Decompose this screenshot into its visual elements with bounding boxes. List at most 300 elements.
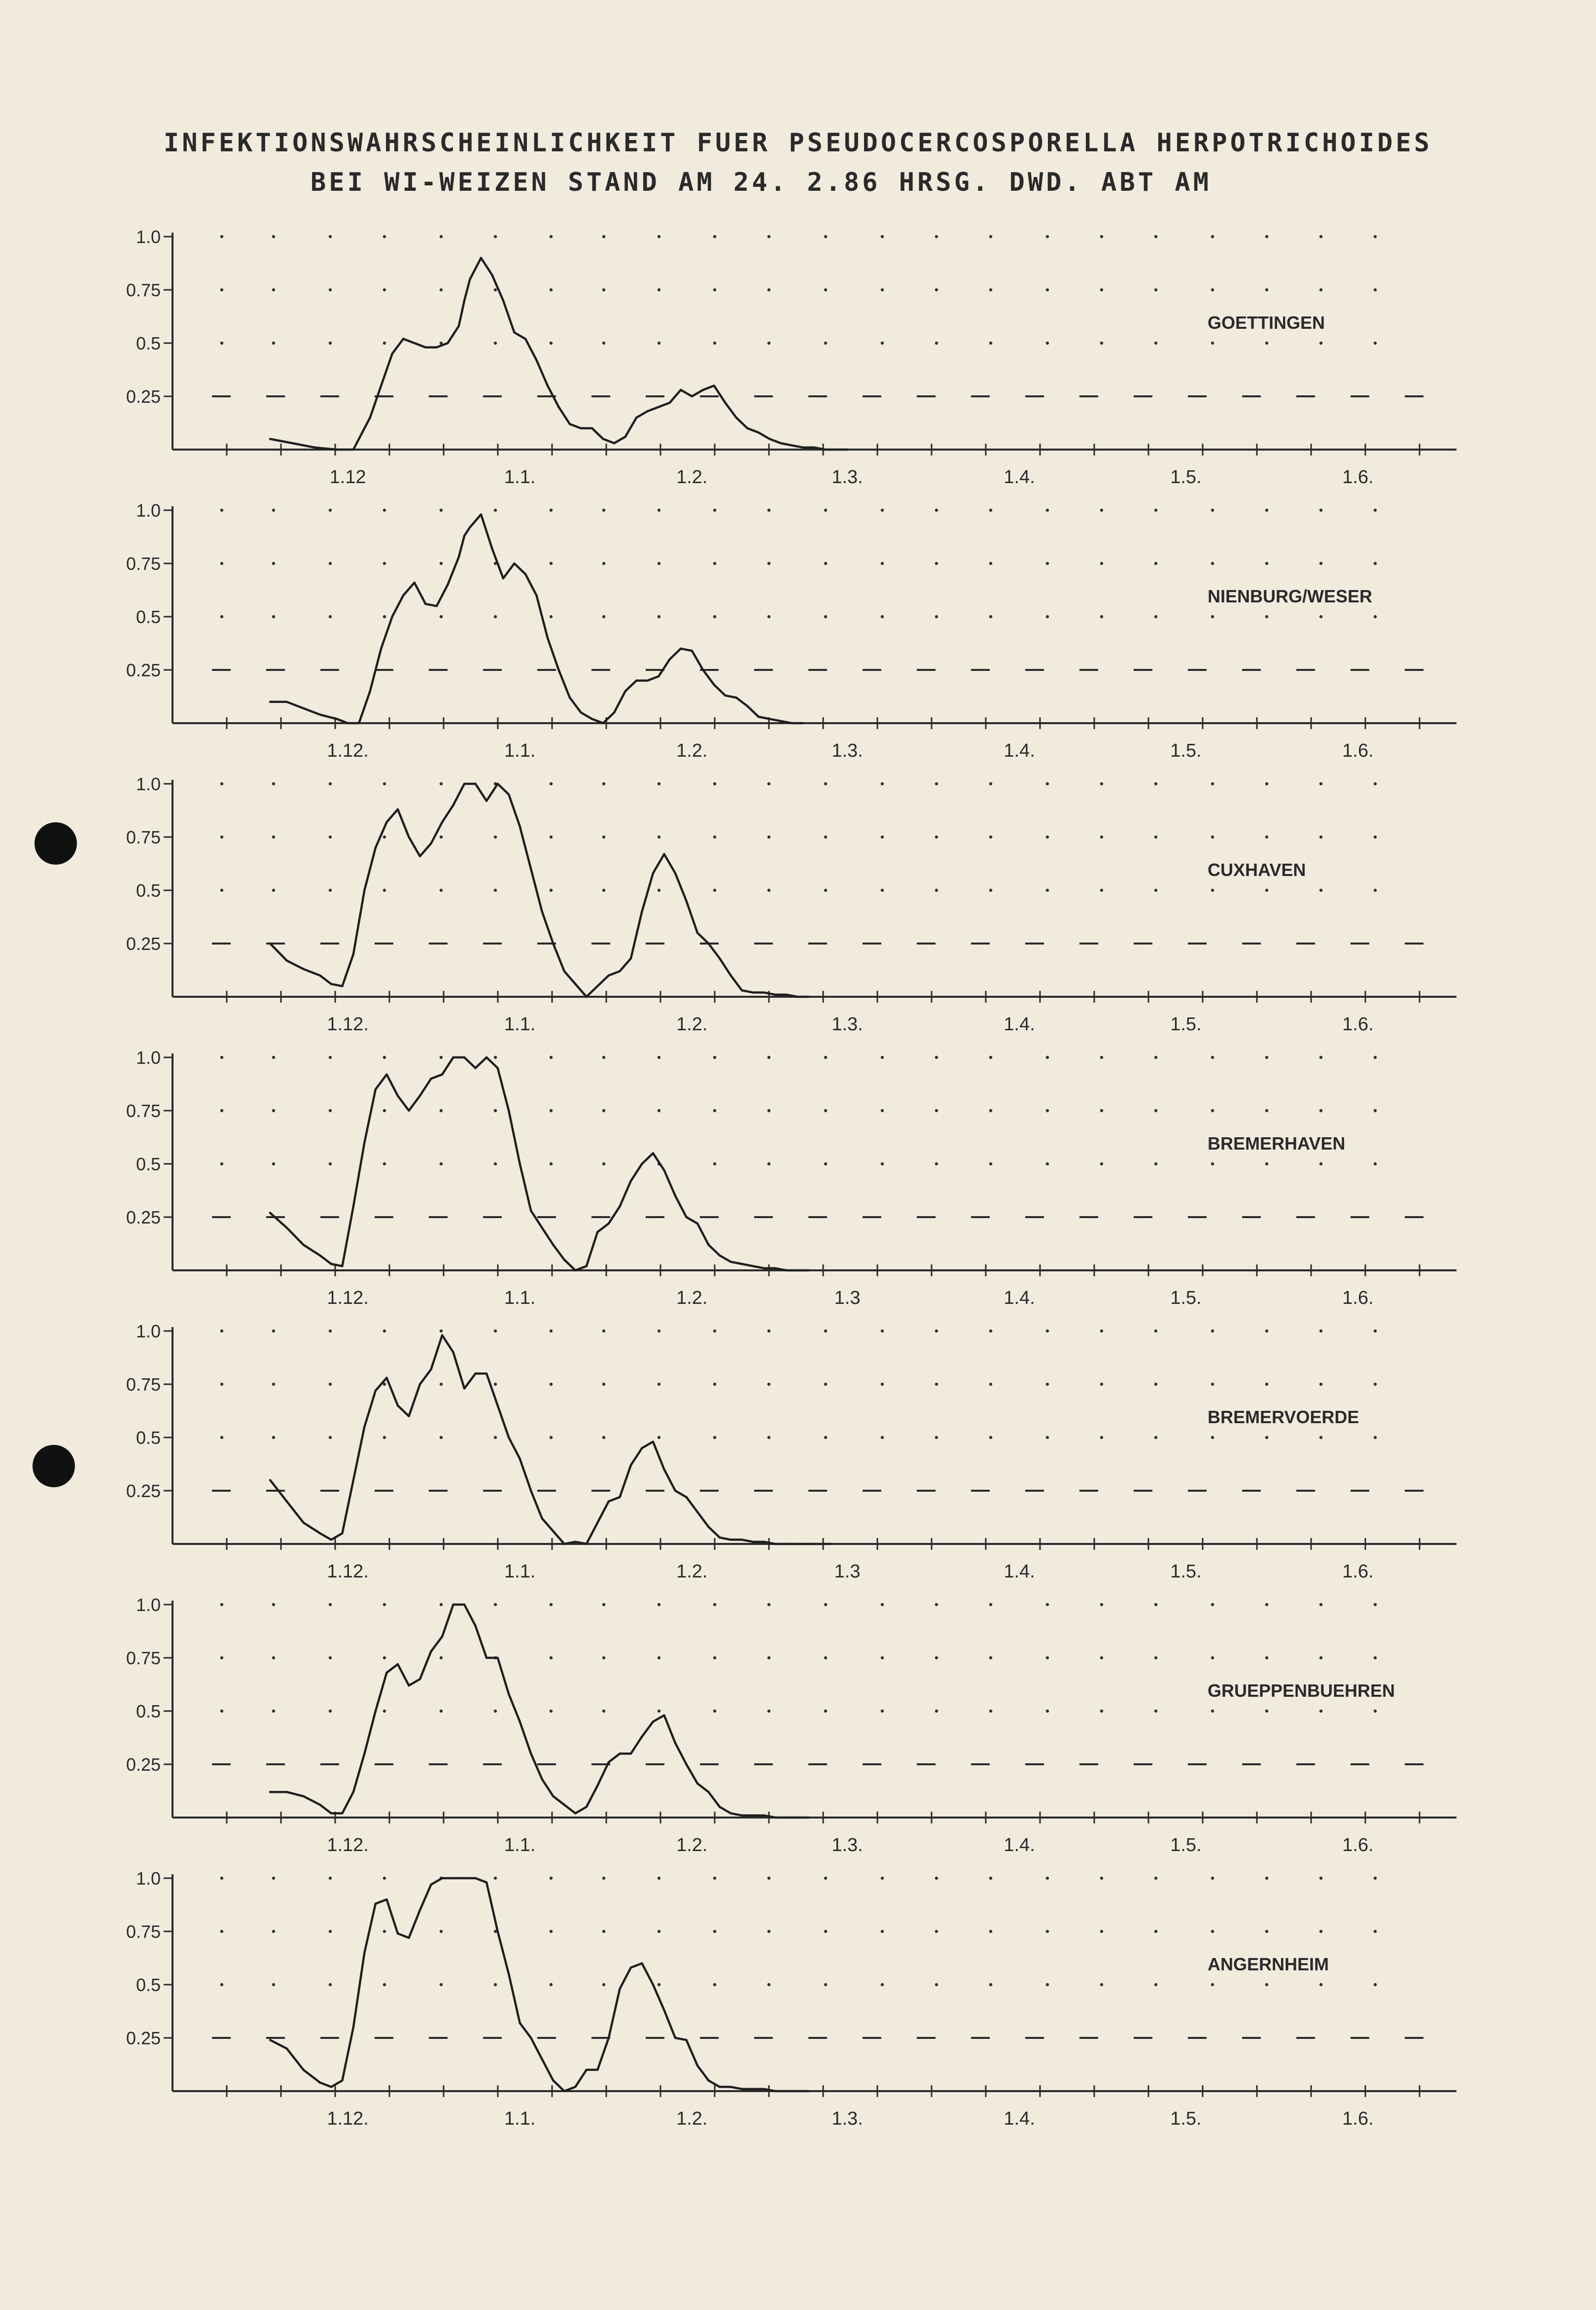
data-point [463,299,465,301]
grid-dot [658,615,660,618]
data-point [696,1783,698,1785]
data-point [791,444,793,446]
data-point [486,1881,487,1883]
data-point [563,970,565,972]
grid-dot [767,889,770,892]
series-line [270,1335,831,1544]
data-point [735,697,737,699]
x-tick-label: 1.6. [1342,740,1374,761]
grid-dot [329,509,332,512]
grid-dot [440,1603,443,1606]
grid-dot [881,836,884,839]
data-point [380,385,382,386]
grid-dot [1100,1383,1103,1386]
grid-dot [220,1603,223,1606]
y-tick-label: 0.5 [136,880,161,901]
data-point [330,1812,332,1814]
grid-dot [935,235,938,238]
grid-dot [1211,1162,1214,1165]
grid-dot [658,1436,660,1439]
grid-dot [824,1603,827,1606]
data-point [608,1223,610,1225]
x-tick-label: 1.12 [329,467,366,488]
grid-dot [602,562,605,565]
grid-dot [1374,615,1377,618]
data-point [763,1814,765,1816]
grid-dot [1374,1930,1377,1933]
grid-dot [602,1603,605,1606]
data-point [385,1672,387,1674]
grid-dot [881,1603,884,1606]
data-point [419,855,421,857]
y-tick-label: 1.0 [136,774,161,794]
x-tick-label: 1.5. [1170,740,1202,761]
data-point [763,991,765,993]
grid-dot [494,1877,497,1880]
grid-dot [220,562,223,565]
grid-dot [329,562,332,565]
grid-dot [272,1710,275,1713]
grid-dot [550,509,553,512]
data-point [291,442,293,444]
grid-dot [658,288,660,291]
grid-dot [881,235,884,238]
data-point [552,1244,554,1246]
grid-dot [767,562,770,565]
grid-dot [602,1162,605,1165]
data-point [763,2088,765,2090]
data-point [807,996,809,998]
grid-dot [767,1930,770,1933]
grid-dot [767,1109,770,1112]
data-point [541,910,543,912]
data-point [375,846,377,848]
grid-dot [383,1330,386,1332]
grid-dot [440,1436,443,1439]
data-point [480,513,482,515]
grid-dot [767,836,770,839]
grid-dot [602,615,605,618]
grid-dot [602,889,605,892]
grid-dot [713,1656,716,1659]
data-point [474,1372,476,1374]
grid-dot [713,1983,716,1986]
grid-dot [494,1983,497,1986]
grid-dot [1046,1930,1049,1933]
data-point [547,637,549,639]
data-point [524,573,526,575]
grid-dot [989,782,992,785]
grid-dot [1374,342,1377,345]
data-point [302,1244,304,1246]
data-point [502,299,504,301]
grid-dot [1265,615,1268,618]
data-point [557,669,559,671]
data-point [785,993,787,995]
data-point [707,2079,709,2081]
station-label: CUXHAVEN [1208,859,1306,880]
grid-dot [550,1710,553,1713]
data-point [669,658,671,660]
data-point [397,1663,399,1665]
data-point [719,2086,721,2088]
grid-dot [440,562,443,565]
data-point [363,1426,365,1428]
grid-dot [383,1656,386,1659]
grid-dot [440,1330,443,1332]
data-point [729,1812,731,1814]
grid-dot [1374,1056,1377,1059]
grid-dot [1211,1710,1214,1713]
x-tick-label: 1.4. [1004,2108,1035,2129]
grid-dot [602,1109,605,1112]
data-point [313,446,315,448]
grid-dot [494,1330,497,1332]
y-tick-label: 0.75 [126,1922,161,1942]
grid-dot [1319,1710,1322,1713]
x-tick-label: 1.6. [1342,1835,1374,1855]
data-point [596,1785,598,1786]
data-point [824,449,826,451]
station-label: ANGERNHEIM [1208,1954,1329,1974]
grid-dot [713,562,716,565]
x-tick-label: 1.4. [1004,1835,1035,1855]
grid-dot [1154,1983,1157,1986]
data-point [663,1169,665,1171]
station-label: GOETTINGEN [1208,312,1325,333]
grid-dot [881,1056,884,1059]
grid-dot [767,1983,770,1986]
grid-dot [1100,1983,1103,1986]
data-point [652,1152,654,1154]
grid-dot [440,889,443,892]
grid-dot [602,1710,605,1713]
grid-dot [824,836,827,839]
grid-dot [1046,1710,1049,1713]
data-point [408,1415,410,1417]
data-point [685,1763,687,1765]
data-point [663,1714,665,1716]
data-point [452,1604,454,1606]
grid-dot [1319,836,1322,839]
grid-dot [713,342,716,345]
grid-dot [272,1436,275,1439]
grid-dot [1211,509,1214,512]
grid-dot [383,562,386,565]
data-point [474,1067,476,1069]
data-point [830,1543,832,1545]
data-point [557,406,559,408]
grid-dot [658,1383,660,1386]
data-point [807,1543,809,1545]
data-point [752,2088,754,2090]
data-point [441,821,443,823]
y-tick-label: 1.0 [136,227,161,247]
data-point [641,1962,643,1964]
data-point [419,1678,421,1680]
grid-dot [494,615,497,618]
grid-dot [1211,889,1214,892]
data-point [319,1532,321,1534]
series-line [270,1878,808,2091]
y-tick-label: 0.25 [126,1754,161,1775]
grid-dot [440,1109,443,1112]
data-point [630,1464,632,1466]
data-point [430,1650,432,1652]
data-point [641,910,643,912]
grid-dot [1265,288,1268,291]
grid-dot [602,1930,605,1933]
grid-dot [658,1056,660,1059]
data-point [535,595,537,596]
grid-dot [272,615,275,618]
grid-dot [220,1436,223,1439]
grid-dot [272,1109,275,1112]
grid-dot [881,288,884,291]
grid-dot [824,1436,827,1439]
grid-dot [383,889,386,892]
grid-dot [713,889,716,892]
data-point [302,968,304,970]
grid-dot [935,889,938,892]
grid-dot [1265,1656,1268,1659]
data-point [780,442,782,444]
data-point [785,1269,787,1271]
data-point [452,1056,454,1058]
data-point [608,975,610,977]
grid-dot [1046,1330,1049,1332]
grid-dot [220,1162,223,1165]
data-point [658,675,659,677]
grid-dot [1211,562,1214,565]
data-point [802,722,804,724]
grid-dot [1374,235,1377,238]
grid-dot [550,342,553,345]
data-point [591,718,593,720]
grid-dot [658,342,660,345]
grid-dot [1100,782,1103,785]
data-point [569,697,571,699]
grid-dot [935,562,938,565]
data-point [608,1761,610,1763]
data-point [685,900,687,902]
y-tick-label: 1.0 [136,1868,161,1889]
grid-dot [220,1710,223,1713]
punch-hole [33,1445,75,1487]
grid-dot [1265,562,1268,565]
grid-dot [220,1109,223,1112]
grid-dot [1100,562,1103,565]
grid-dot [1046,1436,1049,1439]
grid-dot [767,1056,770,1059]
data-point [758,716,760,718]
series-line [270,1605,808,1818]
grid-dot [881,1162,884,1165]
data-point [586,1806,588,1808]
grid-dot [824,1710,827,1713]
data-point [508,1110,510,1112]
data-point [541,1517,543,1519]
data-point [608,1500,610,1502]
grid-dot [1154,288,1157,291]
grid-dot [767,1656,770,1659]
data-point [269,943,271,945]
data-point [286,1791,288,1793]
x-tick-label: 1.1. [504,740,536,761]
grid-dot [1046,509,1049,512]
grid-dot [272,1930,275,1933]
grid-dot [989,1930,992,1933]
grid-dot [935,1109,938,1112]
grid-dot [272,562,275,565]
grid-dot [1374,1162,1377,1165]
data-point [563,2090,565,2092]
data-point [741,2088,743,2090]
grid-dot [440,1383,443,1386]
grid-dot [1319,1877,1322,1880]
grid-dot [272,1056,275,1059]
data-point [719,957,721,959]
grid-dot [713,1603,716,1606]
grid-dot [272,836,275,839]
grid-dot [494,1603,497,1606]
data-point [774,1543,776,1545]
grid-dot [658,1330,660,1332]
y-tick-label: 1.0 [136,1321,161,1341]
grid-dot [494,1710,497,1713]
grid-dot [550,1656,553,1659]
grid-dot [1374,782,1377,785]
x-tick-label: 1.5. [1170,1014,1202,1035]
grid-dot [713,1436,716,1439]
data-point [352,1205,354,1207]
grid-dot [494,342,497,345]
y-tick-label: 0.5 [136,1428,161,1448]
data-point [652,1984,654,1986]
grid-dot [1211,1330,1214,1332]
data-point [508,1973,510,1975]
data-point [486,800,487,802]
data-point [663,2009,665,2011]
data-point [713,684,715,686]
data-point [380,648,382,650]
grid-dot [602,1656,605,1659]
grid-dot [602,1877,605,1880]
grid-dot [658,1656,660,1659]
grid-dot [767,1162,770,1165]
data-point [663,1469,665,1470]
data-point [469,526,471,528]
grid-dot [329,1162,332,1165]
grid-dot [440,1056,443,1059]
grid-dot [329,288,332,291]
grid-dot [767,1383,770,1386]
grid-dot [767,235,770,238]
data-point [719,1537,721,1539]
data-point [269,438,271,440]
grid-dot [881,342,884,345]
grid-dot [1211,1436,1214,1439]
x-tick-label: 1.12. [327,1835,369,1855]
grid-dot [1154,889,1157,892]
grid-dot [494,1056,497,1059]
grid-dot [329,1436,332,1439]
grid-dot [1154,1656,1157,1659]
data-point [508,1693,510,1695]
grid-dot [658,1930,660,1933]
data-point [436,605,438,607]
grid-dot [713,235,716,238]
grid-dot [1154,836,1157,839]
data-point [508,793,510,795]
data-point [669,402,671,404]
grid-dot [1154,235,1157,238]
data-point [363,1952,365,1954]
grid-dot [383,1603,386,1606]
grid-dot [989,1710,992,1713]
data-point [574,1812,576,1814]
x-tick-label: 1.4. [1004,740,1035,761]
series-line [270,515,803,723]
grid-dot [767,288,770,291]
data-point [269,1791,271,1793]
grid-dot [1154,1710,1157,1713]
grid-dot [658,235,660,238]
data-point [797,1817,798,1819]
chart-subtitle: BEI WI-WEIZEN STAND AM 24. 2.86 HRSG. DWD. ABT AM [310,168,1212,197]
data-point [741,1814,743,1816]
grid-dot [935,1983,938,1986]
x-tick-label: 1.12. [327,2108,369,2129]
data-point [408,836,410,838]
series-line [270,258,847,450]
grid-dot [550,615,553,618]
data-point [402,595,404,596]
data-point [563,1543,565,1545]
grid-dot [383,1056,386,1059]
grid-dot [1319,1330,1322,1332]
x-tick-label: 1.6. [1342,2108,1374,2129]
data-point [680,389,682,391]
data-point [463,535,465,537]
grid-dot [494,1162,497,1165]
data-point [797,996,798,998]
data-point [719,1806,721,1808]
data-point [646,410,648,412]
data-point [552,2079,554,2081]
data-point [729,975,731,977]
grid-dot [494,1436,497,1439]
grid-dot [824,1656,827,1659]
y-tick-label: 0.25 [126,386,161,407]
grid-dot [383,235,386,238]
grid-dot [329,1109,332,1112]
x-tick-label: 1.3 [834,1561,861,1582]
data-point [530,1490,532,1492]
grid-dot [1374,1603,1377,1606]
data-point [408,1937,410,1939]
data-point [430,1078,432,1080]
data-point [330,1539,332,1540]
data-point [774,2090,776,2092]
data-point [547,385,549,386]
grid-dot [220,836,223,839]
grid-dot [220,1383,223,1386]
grid-dot [1046,1056,1049,1059]
grid-dot [329,1383,332,1386]
grid-dot [440,509,443,512]
data-point [385,1073,387,1075]
